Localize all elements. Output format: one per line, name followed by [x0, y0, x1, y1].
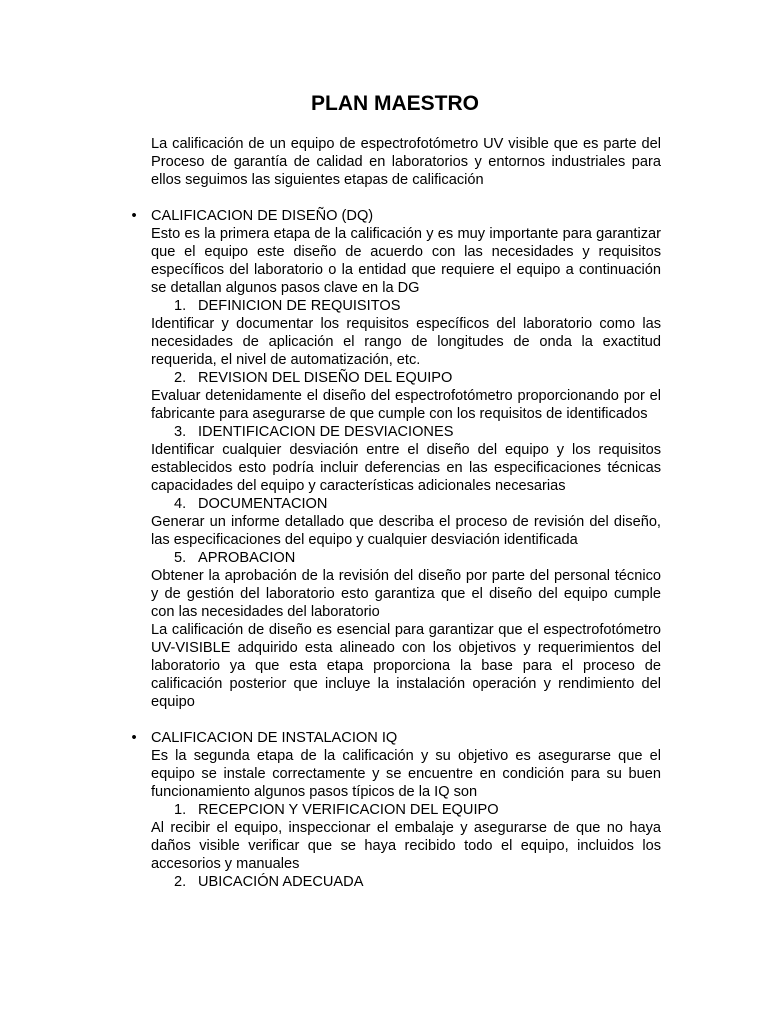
section-heading: • CALIFICACION DE INSTALACION IQ [151, 729, 661, 747]
step-heading: 1. DEFINICION DE REQUISITOS [174, 298, 401, 314]
step-paragraph: Evaluar detenidamente el diseño del espectrofotómetro proporcionando por el fabricante para asegurarse de que cumple con los requisitos de identificados [151, 388, 661, 422]
step-heading: 5. APROBACION [174, 550, 296, 566]
page-title: PLAN MAESTRO [311, 92, 479, 115]
step-paragraph: Obtener la aprobación de la revisión del diseño por parte del personal técnico y de gestión del laboratorio esto garantiza que el diseño del equipo cumple con las necesidades del laboratorio [151, 568, 661, 620]
section-paragraph: Es la segunda etapa de la calificación y su objetivo es asegurarse que el equipo se instale correctamente y se encuentre en condición para su buen funcionamiento algunos pasos típicos de la IQ son [151, 748, 661, 800]
step-heading: 3. IDENTIFICACION DE DESVIACIONES [174, 424, 454, 440]
section-iq [131, 729, 661, 891]
closing-paragraph: La calificación de diseño es esencial para garantizar que el espectrofotómetro UV-VISIBLE adquirido esta alineado con los objetivos y requerimientos del laboratorio ya que esta etapa proporciona la base para el proceso de calificación posterior que incluye la instalación operación y rendimiento del equipo [151, 622, 661, 710]
step-paragraph: Identificar y documentar los requisitos específicos del laboratorio como las necesidades de aplicación el rango de longitudes de onda la exactitud requerida, el nivel de automatización, etc. [151, 316, 661, 368]
step-heading: 4. DOCUMENTACION [174, 496, 328, 512]
bullet-icon: • [131, 208, 137, 224]
section-dq [131, 207, 661, 711]
step-paragraph: Generar un informe detallado que describa el proceso de revisión del diseño, las especificaciones del equipo y cualquier desviación identificada [151, 514, 661, 548]
step-paragraph: Al recibir el equipo, inspeccionar el embalaje y asegurarse de que no haya daños visible verificar que se haya recibido todo el equipo, incluidos los accesorios y manuales [151, 820, 661, 872]
intro-paragraph: La calificación de un equipo de espectrofotómetro UV visible que es parte del Proceso de garantía de calidad en laboratorios y entornos industriales para ellos seguimos las siguientes etapas de calificación [151, 136, 661, 188]
step-paragraph: Identificar cualquier desviación entre el diseño del equipo y los requisitos establecidos esto podría incluir deferencias en las especificaciones técnicas capacidades del equipo y características adicionales necesarias [151, 442, 661, 494]
section-paragraph: Esto es la primera etapa de la calificación y es muy importante para garantizar que el equipo este diseño de acuerdo con las necesidades y requisitos específicos del laboratorio o la entidad que requiere el equipo a continuación se detallan algunos pasos clave en la DG [151, 226, 661, 296]
step-heading: 2. UBICACIÓN ADECUADA [174, 874, 364, 890]
bullet-icon: • [131, 730, 137, 746]
section-heading: • CALIFICACION DE DISEÑO (DQ) [151, 207, 661, 225]
document-body [131, 135, 661, 891]
step-heading: 2. REVISION DEL DISEÑO DEL EQUIPO [174, 370, 453, 386]
step-heading: 1. RECEPCION Y VERIFICACION DEL EQUIPO [174, 802, 499, 818]
